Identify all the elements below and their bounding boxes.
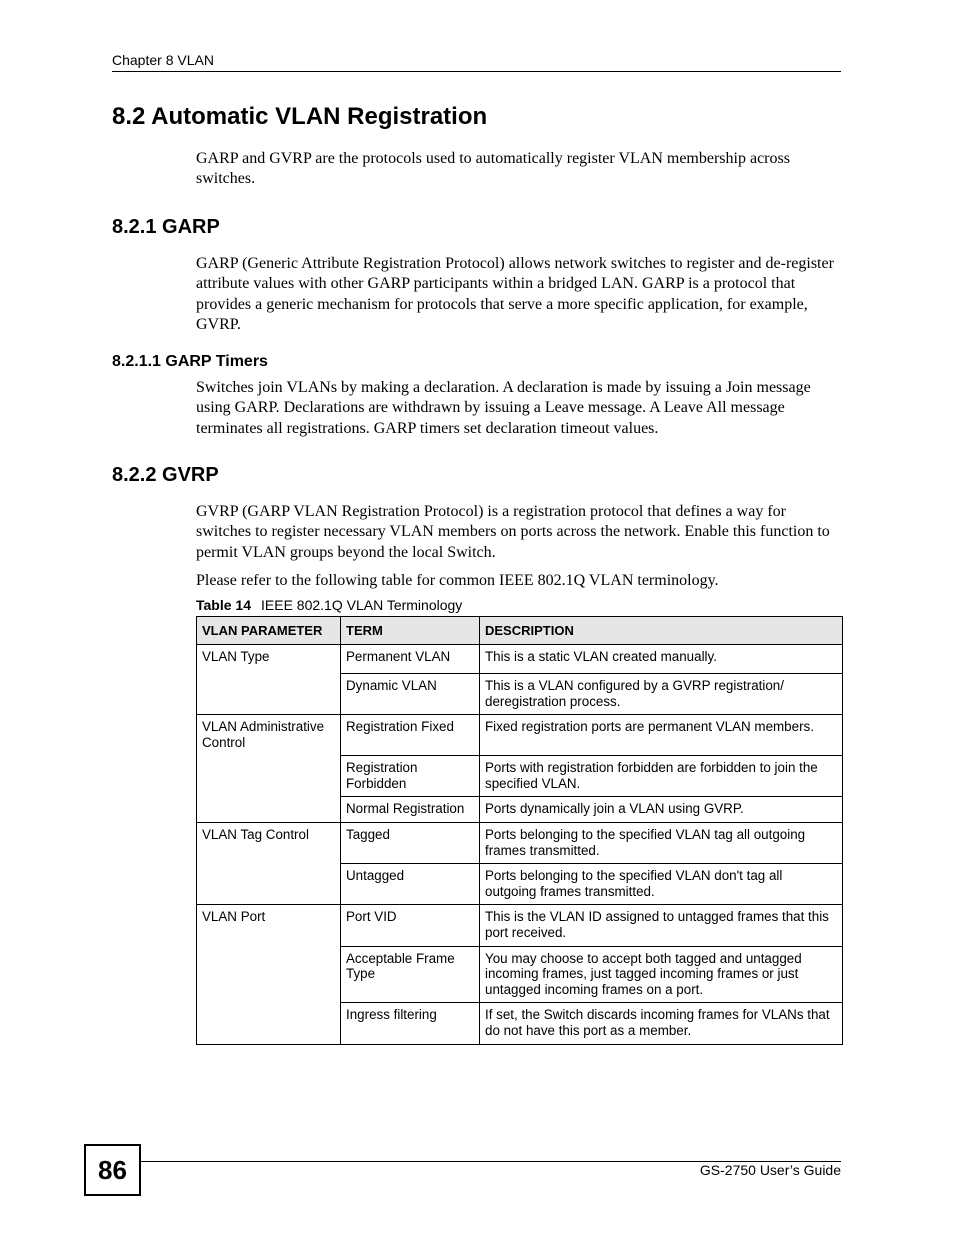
header-vlan-parameter: VLAN PARAMETER	[197, 617, 341, 645]
table-row	[197, 905, 843, 946]
term-cell: Registration Forbidden	[341, 756, 480, 797]
description-cell: Ports dynamically join a VLAN using GVRP.	[480, 797, 843, 823]
table-header-row	[197, 617, 843, 645]
term-cell: Acceptable Frame Type	[341, 946, 480, 1003]
header-term: TERM	[341, 617, 480, 645]
term-cell: Port VID	[341, 905, 480, 946]
description-cell: This is a static VLAN created manually.	[480, 645, 843, 674]
term-cell: Ingress filtering	[341, 1003, 480, 1044]
section-title: 8.2 Automatic VLAN Registration	[112, 103, 488, 130]
table-row	[197, 822, 843, 863]
description-cell: This is the VLAN ID assigned to untagged frames that this port received.	[480, 905, 843, 946]
description-cell: Ports belonging to the specified VLAN tag all outgoing frames transmitted.	[480, 822, 843, 863]
table-caption-label: Table 14	[196, 597, 251, 613]
description-cell: This is a VLAN configured by a GVRP registration/ deregistration process.	[480, 674, 843, 715]
term-cell: Normal Registration	[341, 797, 480, 823]
term-cell: Untagged	[341, 864, 480, 905]
garp-timers-paragraph: Switches join VLANs by making a declaration. A declaration is made by issuing a Join message using GARP. Declarations are withdrawn by issuing a Leave message. A Leave All message terminates all registrations. GARP timers set declaration timeout values.	[196, 379, 811, 437]
description-cell: Ports belonging to the specified VLAN don't tag all outgoing frames transmitted.	[480, 864, 843, 905]
garp-paragraph: GARP (Generic Attribute Registration Protocol) allows network switches to register and de-register attribute values with other GARP participants within a bridged LAN. GARP is a protocol that provides a generic mechanism for protocols that serve a more specific application, for example, GVRP.	[196, 255, 834, 333]
description-cell: Fixed registration ports are permanent VLAN members.	[480, 715, 843, 756]
header-description: DESCRIPTION	[480, 617, 843, 645]
term-cell: Dynamic VLAN	[341, 674, 480, 715]
parameter-cell: VLAN Administrative Control	[197, 715, 341, 823]
garp-heading: 8.2.1 GARP	[112, 216, 220, 238]
parameter-cell: VLAN Port	[197, 905, 341, 1044]
vlan-terminology-table	[196, 616, 843, 1045]
table-caption	[196, 597, 462, 613]
term-cell: Registration Fixed	[341, 715, 480, 756]
description-cell: If set, the Switch discards incoming frames for VLANs that do not have this port as a member.	[480, 1003, 843, 1044]
parameter-cell: VLAN Tag Control	[197, 822, 341, 904]
section-intro: GARP and GVRP are the protocols used to automatically register VLAN membership across switches.	[196, 150, 790, 188]
table-row	[197, 715, 843, 756]
garp-timers-heading: 8.2.1.1 GARP Timers	[112, 353, 268, 370]
guide-title: GS-2750 User’s Guide	[699, 1162, 841, 1178]
description-cell: You may choose to accept both tagged and untagged incoming frames, just tagged incoming frames or just untagged incoming frames on a port.	[480, 946, 843, 1003]
term-cell: Tagged	[341, 822, 480, 863]
gvrp-heading: 8.2.2 GVRP	[112, 464, 219, 486]
parameter-cell: VLAN Type	[197, 645, 341, 715]
description-cell: Ports with registration forbidden are forbidden to join the specified VLAN.	[480, 756, 843, 797]
term-cell: Permanent VLAN	[341, 645, 480, 674]
chapter-label: Chapter 8 VLAN	[112, 52, 214, 68]
gvrp-paragraph: GVRP (GARP VLAN Registration Protocol) is a registration protocol that defines a way for switches to register necessary VLAN members on ports across the network. Enable this function to permit VLAN groups beyond the local Switch.	[196, 503, 830, 561]
table-caption-title: IEEE 802.1Q VLAN Terminology	[261, 597, 463, 613]
header-divider	[112, 71, 841, 72]
page-number: 86	[84, 1144, 141, 1196]
table-row	[197, 645, 843, 674]
gvrp-refer-paragraph: Please refer to the following table for common IEEE 802.1Q VLAN terminology.	[196, 572, 719, 589]
